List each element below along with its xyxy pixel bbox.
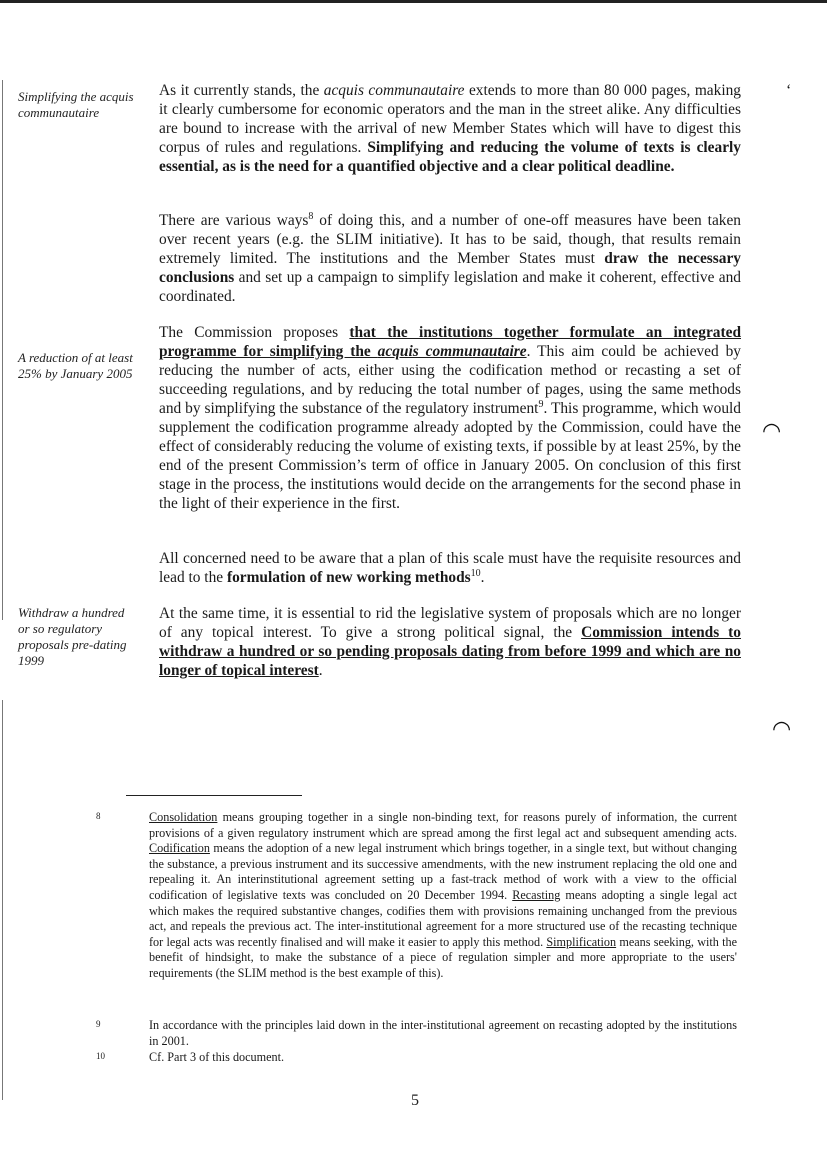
left-scan-line	[2, 80, 3, 620]
margin-note-withdraw: Withdraw a hundred or so regulatory proposals pre-dating 1999	[18, 605, 127, 668]
paragraph-acquis: As it currently stands, the acquis communautaire extends to more than 80 000 pages, making it clearly cumbersome for economic operators and the man in the street alike. Any difficulties are bound to increase with the arrival of new Member States which will have to digest this corpus of rules and regulations. Simplifying and reducing the volume of texts is clearly essential, as is the need for a quantified objective and a clear political deadline.	[159, 82, 741, 175]
footnote-ref-8[interactable]: 8	[308, 210, 314, 222]
footnote-9: In accordance with the principles laid down in the inter-institutional agreement on recasting adopted by the institutions in 2001.	[149, 1018, 737, 1048]
footnote-separator	[126, 795, 302, 796]
left-scan-line	[2, 700, 3, 1100]
footnote-number-9: 9	[96, 1019, 101, 1029]
paragraph-various-ways: There are various ways$^8$ of doing this, and a number of one-off measures have been taken over recent years (e.g. the SLIM initiative). It has to be said, though, that results remain extremely limited. The institutions and the Member States must draw the necessary conclusions and set up a campaign to simplify legislation and make it coherent, effective and coordinated.	[159, 210, 741, 305]
footnote-number-10: 10	[96, 1051, 105, 1061]
paragraph-withdraw: At the same time, it is essential to rid the legislative system of proposals which are no longer of any topical interest. To give a strong political signal, the Commission intends to withdraw a hundred or so pending proposals dating from before 1999 and which are no longer of topical interest.	[159, 605, 742, 679]
paragraph-commission-proposes: The Commission proposes that the institutions together formulate an integrated programme for simplifying the acquis communautaire. This aim could be achieved by reducing the number of acts, either using the codification method or recasting a set of succeeding regulations, and by reducing the total number of pages, using the same methods and by simplifying the substance of the regulatory instrument$^9$. This programme, which would supplement the codification programme already adopted by the Commission, could have the effect of considerably reducing the volume of existing texts, if possible by at least 25%, by the end of the present Commission’s term of office in January 2005. On conclusion of this first stage in the process, the institutions would decide on the arrangements for the second phase in the light of their experience in the first.	[159, 324, 742, 512]
footnote-ref-10[interactable]: 10	[470, 567, 481, 579]
page-number: 5	[411, 1092, 419, 1109]
footnote-number-8: 8	[96, 811, 101, 821]
footnote-10: Cf. Part 3 of this document.	[149, 1050, 285, 1064]
footnote-8: Consolidation means grouping together in a single non-binding text, for reasons purely of information, the current provisions of a given regulatory instrument which are spread among the first legal act and subsequent amending acts. Codification means the adoption of a new legal instrument which brings together, in a single text, but without changing the substance, a previous instrument and its successive amendments, with the new instrument replacing the old one and repealing it. An interinstitutional agreement setting up a fast-track method of work with a view to the official codification of legislative texts was concluded on 20 December 1994. Recasting means adopting a single legal act which makes the required substantive changes, codifies them with provisions remaining unchanged from the previous act, and repeals the previous act. The inter-institutional agreement for a more structured use of the recasting technique for legal acts was recently finalised and will make it easier to apply this method. Simplification means seeking, with the benefit of hindsight, to make the substance of a piece of regulation simpler and more appropriate to the users' requirements (the SLIM method is the best example of this).	[149, 810, 738, 980]
paragraph-all-concerned: All concerned need to be aware that a plan of this scale must have the requisite resources and lead to the formulation of new working methods$^{10}$.	[159, 550, 741, 586]
scan-mark-icon: ‘	[786, 82, 792, 99]
margin-note-reduction: A reduction of at least 25% by January 2005	[18, 350, 133, 381]
margin-note-simplifying: Simplifying the acquis communautaire	[18, 89, 134, 120]
footnote-ref-9[interactable]: 9	[538, 398, 544, 410]
scan-mark-icon: ◠	[772, 716, 792, 741]
top-border	[0, 0, 827, 3]
scan-mark-icon: ◠	[762, 418, 782, 443]
